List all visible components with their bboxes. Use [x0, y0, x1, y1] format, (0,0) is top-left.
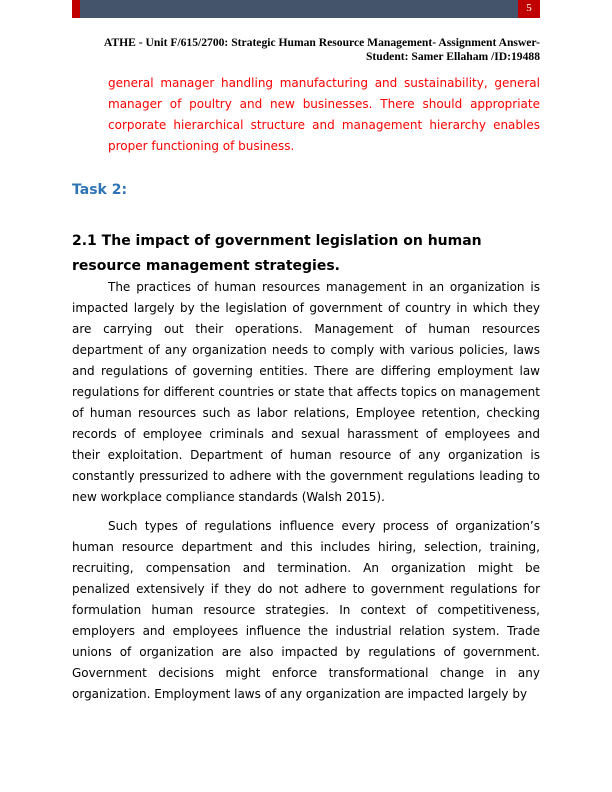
running-header: [72, 36, 540, 64]
section-heading: 2.1 The impact of government legislation on human resource management strategies.: [72, 233, 482, 274]
page-number: 5: [518, 0, 540, 18]
header-line-student: Student: Samer Ellaham /ID:19488: [365, 50, 540, 63]
body-paragraph: The practices of human resources management in an organization is impacted largely by the legislation of government of country in which they are carrying out their operations. Management of human resources department of any organization needs to comply with various policies, laws and regulations of governing entities. There are differing employment law regulations for different countries or state that affects topics on management of human resources such as labor relations, Employee retention, checking records of employee criminals and sexual harassment of employees and their exploitation. Department of human resource of any organization is constantly pressurized to adhere with the government regulations leading to new workplace compliance standards (Walsh 2015).: [72, 280, 540, 504]
header-accent: [72, 0, 80, 18]
header-bar: [72, 0, 540, 18]
highlighted-paragraph: general manager handling manufacturing and sustainability, general manager of poultry and new businesses. There should appropriate corporate hierarchical structure and management hierarchy enables proper functioning of business.: [108, 76, 540, 153]
body-paragraph: Such types of regulations influence every process of organization’s human resource department and this includes hiring, selection, training, recruiting, compensation and termination. An organization might be penalized extensively if they do not adhere to government regulations for formulation human resource strategies. In context of competitiveness, employers and employees influence the industrial relation system. Trade unions of organization are also impacted by regulations of government. Government decisions might enforce transformational change in any organization. Employment laws of any organization are impacted largely by: [72, 519, 540, 701]
task-heading: Task 2:: [72, 182, 128, 198]
header-line-course: ATHE - Unit F/615/2700: Strategic Human Resource Management- Assignment Answer-: [103, 36, 540, 49]
